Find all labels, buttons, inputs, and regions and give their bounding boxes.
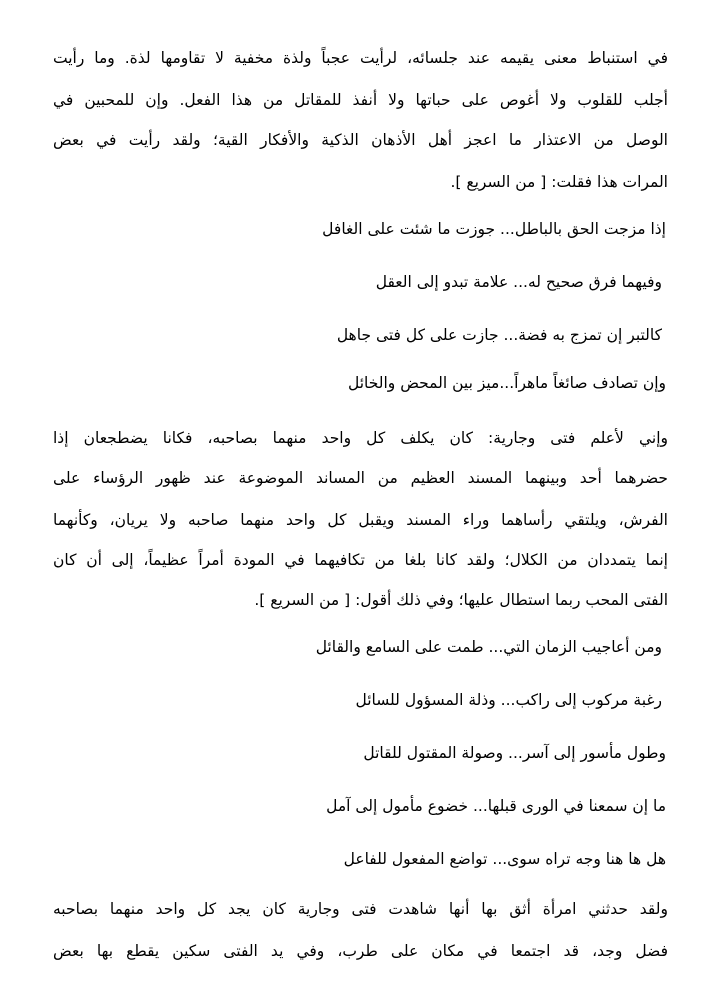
paragraph-1-line-2: أجلب للقلوب ولا أغوص على حباتها ولا أنفذ للمقاتل من هذا الفعل. وإن للمحبين في: [53, 91, 668, 109]
paragraph-2-line-4: إنما يتمددان من الكلال؛ ولقد كانا بلغا من تكافيهما في المودة أمراً عظيماً، إلى أن كان: [53, 551, 668, 569]
verse-2-5: هل ها هنا وجه تراه سوى... تواضع المفعول للفاعل: [343, 850, 666, 868]
paragraph-2-line-1: وإني لأعلم فتى وجارية: كان يكلف كل واحد منهما بصاحبه، فكانا يضطجعان إذا: [53, 429, 668, 447]
paragraph-2-line-2: حضرهما أحد وبينهما المسند العظيم من المساند الموضوعة عند ظهور الرؤساء على: [53, 469, 668, 487]
paragraph-1-line-1: في استنباط معنى يقيمه عند جلسائه، لرأيت عجباً ولذة مخفية لا تقاومها لذة. وما رأيت: [53, 49, 668, 67]
verse-1-3: كالتبر إن تمزج به فضة... جازت على كل فتى جاهل: [336, 326, 662, 344]
paragraph-3-line-2: فضل وجد، قد اجتمعا في مكان على طرب، وفي يد الفتى سكين يقطع بها بعض: [53, 942, 668, 960]
verse-2-3: وطول مأسور إلى آسر... وصولة المقتول للقاتل: [363, 744, 666, 762]
paragraph-3-line-1: ولقد حدثني امرأة أثق بها أنها شاهدت فتى وجارية كان يجد كل واحد منهما بصاحبه: [53, 900, 668, 918]
verse-1-4: وإن تصادف صائغاً ماهراً...ميز بين المحض والخائل: [347, 374, 666, 392]
verse-2-1: ومن أعاجيب الزمان التي... طمت على السامع والقائل: [315, 638, 662, 656]
paragraph-1-line-4: المرات هذا فقلت: [ من السريع ].: [450, 173, 668, 191]
paragraph-2-line-5: الفتى المحب ربما استطال عليها؛ وفي ذلك أقول: [ من السريع ].: [254, 591, 668, 609]
verse-1-1: إذا مزجت الحق بالباطل... جوزت ما شئت على الغافل: [322, 220, 666, 238]
verse-1-2: وفيهما فرق صحيح له... علامة تبدو إلى العقل: [375, 273, 662, 291]
paragraph-2-line-3: الفرش، ويلتقي رأساهما وراء المسند ويقبل كل واحد منهما صاحبه ولا يريان، وكأنهما: [53, 511, 668, 529]
verse-2-2: رغبة مركوب إلى راكب... وذلة المسؤول للسائل: [355, 691, 662, 709]
verse-2-4: ما إن سمعنا في الورى قبلها... خضوع مأمول إلى آمل: [326, 797, 666, 815]
paragraph-1-line-3: الوصل من الاعتذار ما اعجز أهل الأذهان الذكية والأفكار القية؛ ولقد رأيت في بعض: [53, 131, 668, 149]
